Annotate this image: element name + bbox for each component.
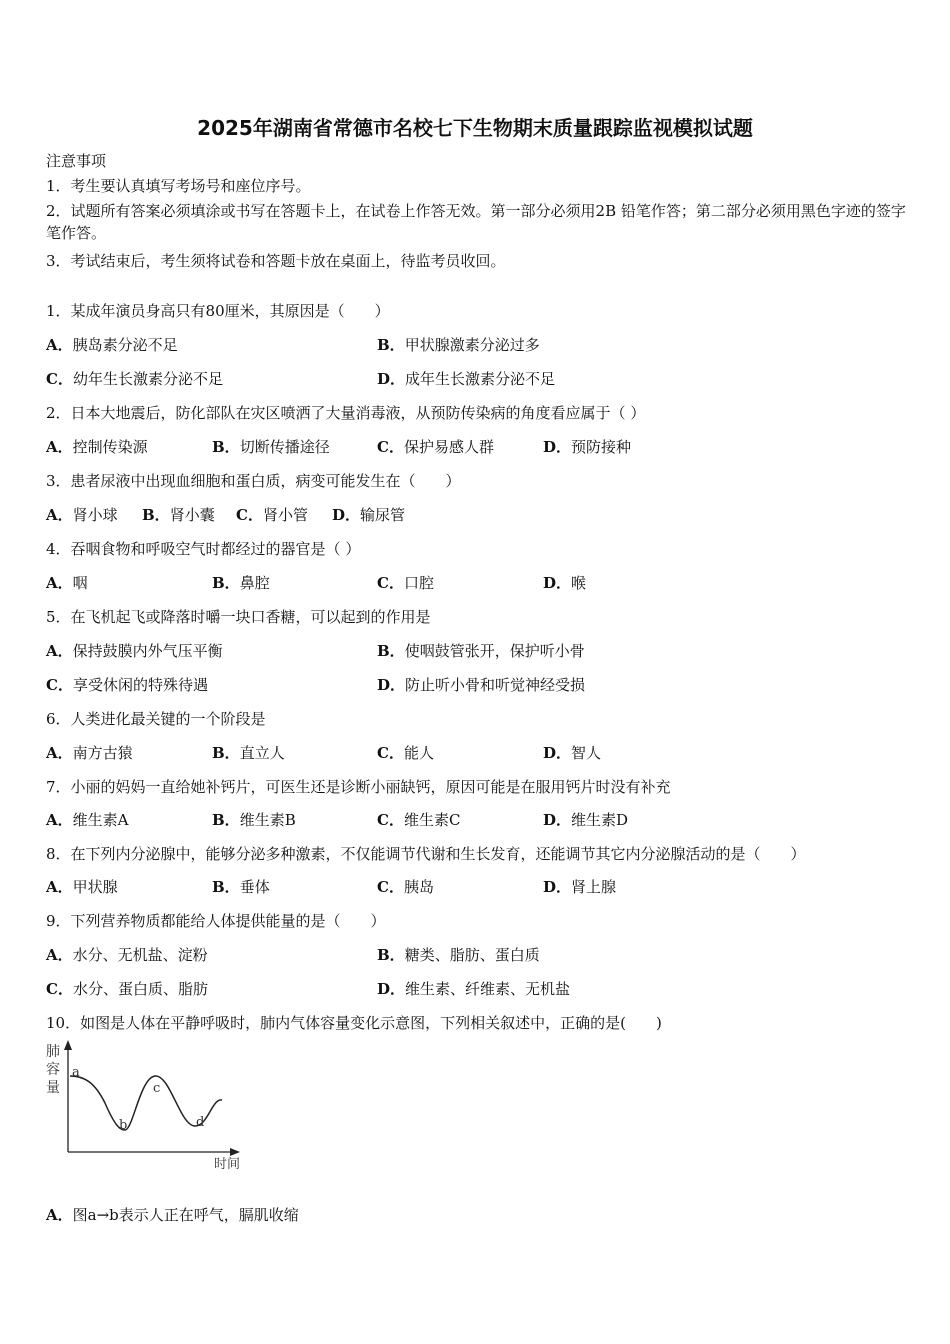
question-stem: 2．日本大地震后，防化部队在灾区喷洒了大量消毒液，从预防传染病的角度看应属于（ ） <box>46 404 646 422</box>
option[interactable]: A．胰岛素分泌不足 <box>46 336 178 354</box>
page-title: 2025年湖南省常德市名校七下生物期末质量跟踪监视模拟试题 <box>197 116 753 140</box>
option[interactable]: C．幼年生长激素分泌不足 <box>46 370 223 388</box>
option[interactable]: C．胰岛 <box>377 878 434 896</box>
figure-ylabel-char: 量 <box>46 1080 60 1096</box>
option[interactable]: D．输尿管 <box>332 506 406 524</box>
option[interactable]: D．维生素D <box>543 811 629 829</box>
option[interactable]: D．预防接种 <box>543 438 632 456</box>
option[interactable]: D．智人 <box>543 744 602 762</box>
option[interactable]: B．鼻腔 <box>212 574 270 592</box>
notice-heading: 注意事项 <box>46 152 107 170</box>
option[interactable]: C．水分、蛋白质、脂肪 <box>46 980 208 998</box>
option[interactable]: B．垂体 <box>212 878 270 896</box>
figure-x-arrow <box>230 1148 240 1156</box>
option[interactable]: B．切断传播途径 <box>212 438 330 456</box>
question-stem: 9．下列营养物质都能给人体提供能量的是（ ） <box>46 912 386 930</box>
option[interactable]: D．成年生长激素分泌不足 <box>377 370 556 388</box>
option[interactable]: C．肾小管 <box>236 506 308 524</box>
question-stem: 6．人类进化最关键的一个阶段是 <box>46 710 266 728</box>
option[interactable]: B．维生素B <box>212 811 296 829</box>
option[interactable]: D．肾上腺 <box>543 878 617 896</box>
question-stem: 5．在飞机起飞或降落时嚼一块口香糖，可以起到的作用是 <box>46 608 431 626</box>
question-stem: 10．如图是人体在平静呼吸时，肺内气体容量变化示意图，下列相关叙述中，正确的是( ) <box>46 1014 662 1032</box>
option[interactable]: D．维生素、纤维素、无机盐 <box>377 980 571 998</box>
option[interactable]: D．喉 <box>543 574 587 592</box>
option[interactable]: A．水分、无机盐、淀粉 <box>46 946 208 964</box>
option[interactable]: B．直立人 <box>212 744 285 762</box>
notice-item: 3．考试结束后，考生须将试卷和答题卡放在桌面上，待监考员收回。 <box>46 252 506 270</box>
notice-item: 1．考生要认真填写考场号和座位序号。 <box>46 177 311 195</box>
option[interactable]: B．糖类、脂肪、蛋白质 <box>377 946 540 964</box>
figure-point-label: b <box>119 1118 128 1133</box>
figure-point-label: d <box>196 1115 205 1130</box>
option[interactable]: A．甲状腺 <box>46 878 118 896</box>
notice-item: 2．试题所有答案必须填涂或书写在答题卡上，在试卷上作答无效。第一部分必须用2B 铅笔作答；第二部分必须用黑色字迹的签字笔作答。 <box>46 202 906 242</box>
option[interactable]: B．甲状腺激素分泌过多 <box>377 336 540 354</box>
option[interactable]: A．维生素A <box>46 811 129 829</box>
option[interactable]: C．保护易感人群 <box>377 438 494 456</box>
option[interactable]: C．维生素C <box>377 811 461 829</box>
option[interactable]: D．防止听小骨和听觉神经受损 <box>377 676 586 694</box>
option[interactable]: A．保持鼓膜内外气压平衡 <box>46 642 223 660</box>
option[interactable]: C．口腔 <box>377 574 434 592</box>
question-stem: 8．在下列内分泌腺中，能够分泌多种激素，不仅能调节代谢和生长发育，还能调节其它内分泌腺活动的是（ ） <box>46 845 806 863</box>
question-stem: 4．吞咽食物和呼吸空气时都经过的器官是（ ） <box>46 540 361 558</box>
question-stem: 3．患者尿液中出现血细胞和蛋白质，病变可能发生在（ ） <box>46 472 461 490</box>
option[interactable]: C．能人 <box>377 744 434 762</box>
figure-point-label: c <box>153 1081 161 1096</box>
option[interactable]: B．肾小囊 <box>142 506 215 524</box>
option[interactable]: B．使咽鼓管张开，保护听小骨 <box>377 642 585 660</box>
option[interactable]: A．肾小球 <box>46 506 118 524</box>
option[interactable]: C．享受休闲的特殊待遇 <box>46 676 208 694</box>
question-stem: 7．小丽的妈妈一直给她补钙片，可医生还是诊断小丽缺钙，原因可能是在服用钙片时没有补充 <box>46 778 671 796</box>
figure-point-label: a <box>72 1065 80 1080</box>
figure-xlabel: 时间 <box>214 1157 241 1172</box>
question-stem: 1．某成年演员身高只有80厘米，其原因是（ ） <box>46 302 390 320</box>
lung-volume-figure <box>40 1038 260 1178</box>
figure-ylabel-char: 容 <box>46 1062 60 1078</box>
option[interactable]: A．咽 <box>46 574 88 592</box>
figure-ylabel-char: 肺 <box>46 1044 60 1060</box>
figure-y-arrow <box>64 1040 72 1050</box>
option[interactable]: A．控制传染源 <box>46 438 148 456</box>
option[interactable]: A．南方古猿 <box>46 744 133 762</box>
option[interactable]: A．图a→b表示人正在呼气，膈肌收缩 <box>46 1206 299 1224</box>
